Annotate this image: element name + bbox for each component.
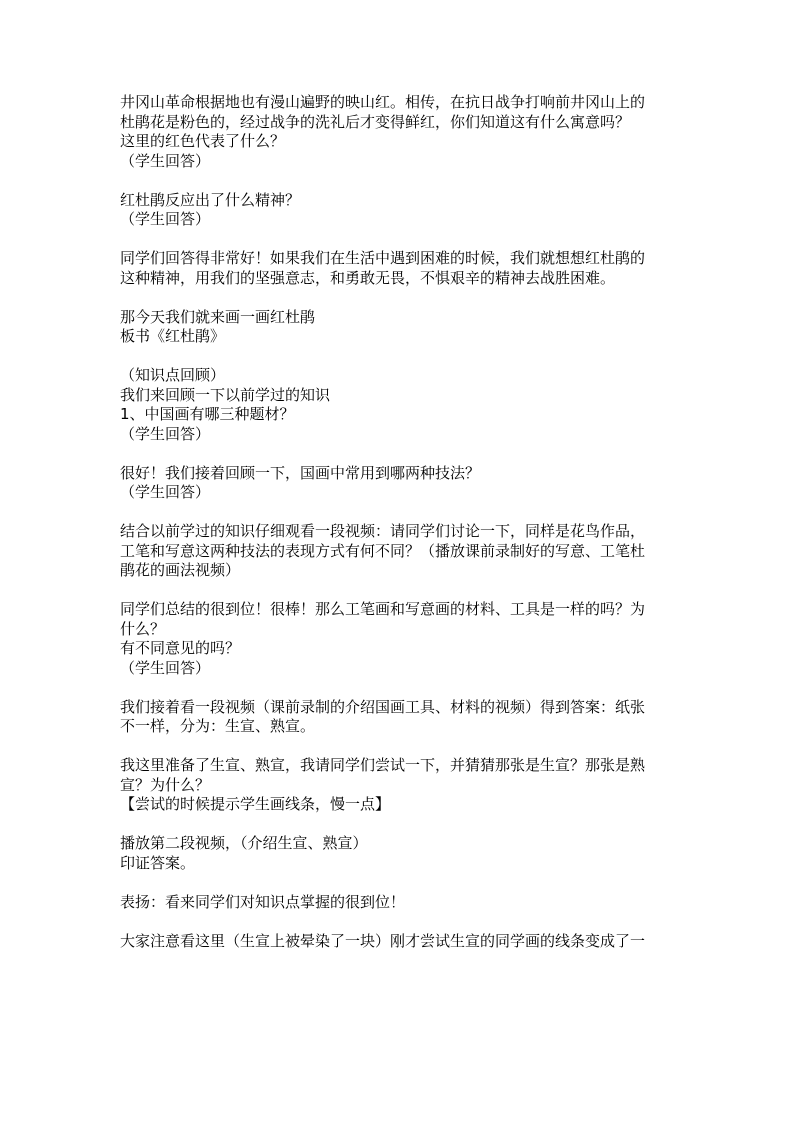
text-line: 红杜鹃反应出了什么精神？: [120, 190, 301, 209]
text-line: （学生回答）: [120, 210, 211, 228]
text-line: 1、中国画有哪三种题材？: [120, 405, 295, 423]
text-line: 什么？: [120, 619, 166, 638]
text-line: 播放第二段视频，（介绍生宣、熟宣）: [120, 834, 368, 852]
text-line: （学生回答）: [120, 658, 211, 677]
text-line: 那今天我们就来画一画红杜鹃: [120, 307, 316, 326]
text-line: （学生回答）: [120, 424, 211, 443]
text-line: 【尝试的时候提示学生画线条，慢一点】: [120, 795, 391, 813]
text-line: 我们来回顾一下以前学过的知识: [120, 385, 331, 404]
text-line: 我这里准备了生宣、熟宣，我请同学们尝试一下，并猜猜那张是生宣？那张是熟: [120, 756, 646, 774]
paragraph: [120, 834, 680, 873]
text-line: （学生回答）: [120, 151, 211, 170]
text-line: 宣？为什么？: [120, 775, 211, 794]
text-line: 这里的红色代表了什么？: [120, 132, 286, 150]
text-line: 我们接着看一段视频（课前录制的介绍国画工具、材料的视频）得到答案：纸张: [120, 697, 646, 716]
text-line: 大家注意看这里（生宣上被晕染了一块）刚才尝试生宣的同学画的线条变成了一: [120, 931, 646, 950]
paragraph: [120, 93, 680, 171]
paragraph: [120, 893, 680, 913]
text-line: 很好！我们接着回顾一下，国画中常用到哪两种技法？: [120, 463, 481, 482]
text-line: 印证答案。: [120, 853, 196, 872]
paragraph: [120, 191, 680, 230]
text-line: 井冈山革命根据地也有漫山遍野的映山红。相传，在抗日战争打响前井冈山上的: [120, 93, 646, 111]
text-line: 结合以前学过的知识仔细观看一段视频：请同学们讨论一下，同样是花鸟作品，: [120, 522, 646, 540]
text-line: 不一样，分为：生宣、熟宣。: [120, 717, 316, 735]
paragraph: [120, 464, 680, 503]
text-line: 这种精神，用我们的坚强意志，和勇敢无畏，不惧艰辛的精神去战胜困难。: [120, 268, 616, 287]
text-line: 鹃花的画法视频）: [120, 561, 241, 579]
document-body: [120, 93, 680, 971]
paragraph: [120, 366, 680, 444]
text-line: 同学们总结的很到位！很棒！那么工笔画和写意画的材料、工具是一样的吗？为: [120, 600, 646, 618]
paragraph: [120, 932, 680, 952]
text-line: 同学们回答得非常好！如果我们在生活中遇到困难的时候，我们就想想红杜鹃的: [120, 249, 646, 267]
paragraph: [120, 698, 680, 737]
text-line: 有不同意见的吗？: [120, 639, 241, 657]
text-line: （知识点回顾）: [120, 366, 226, 384]
paragraph: [120, 600, 680, 678]
paragraph: [120, 756, 680, 815]
paragraph: [120, 308, 680, 347]
text-line: （学生回答）: [120, 483, 211, 501]
text-line: 板书《红杜鹃》: [120, 327, 226, 345]
text-line: 杜鹃花是粉色的，经过战争的洗礼后才变得鲜红，你们知道这有什么寓意吗？: [120, 112, 631, 131]
text-line: 工笔和写意这两种技法的表现方式有何不同？（播放课前录制好的写意、工笔杜: [120, 541, 646, 560]
text-line: 表扬：看来同学们对知识点掌握的很到位！: [120, 892, 406, 911]
paragraph: [120, 249, 680, 288]
paragraph: [120, 522, 680, 581]
